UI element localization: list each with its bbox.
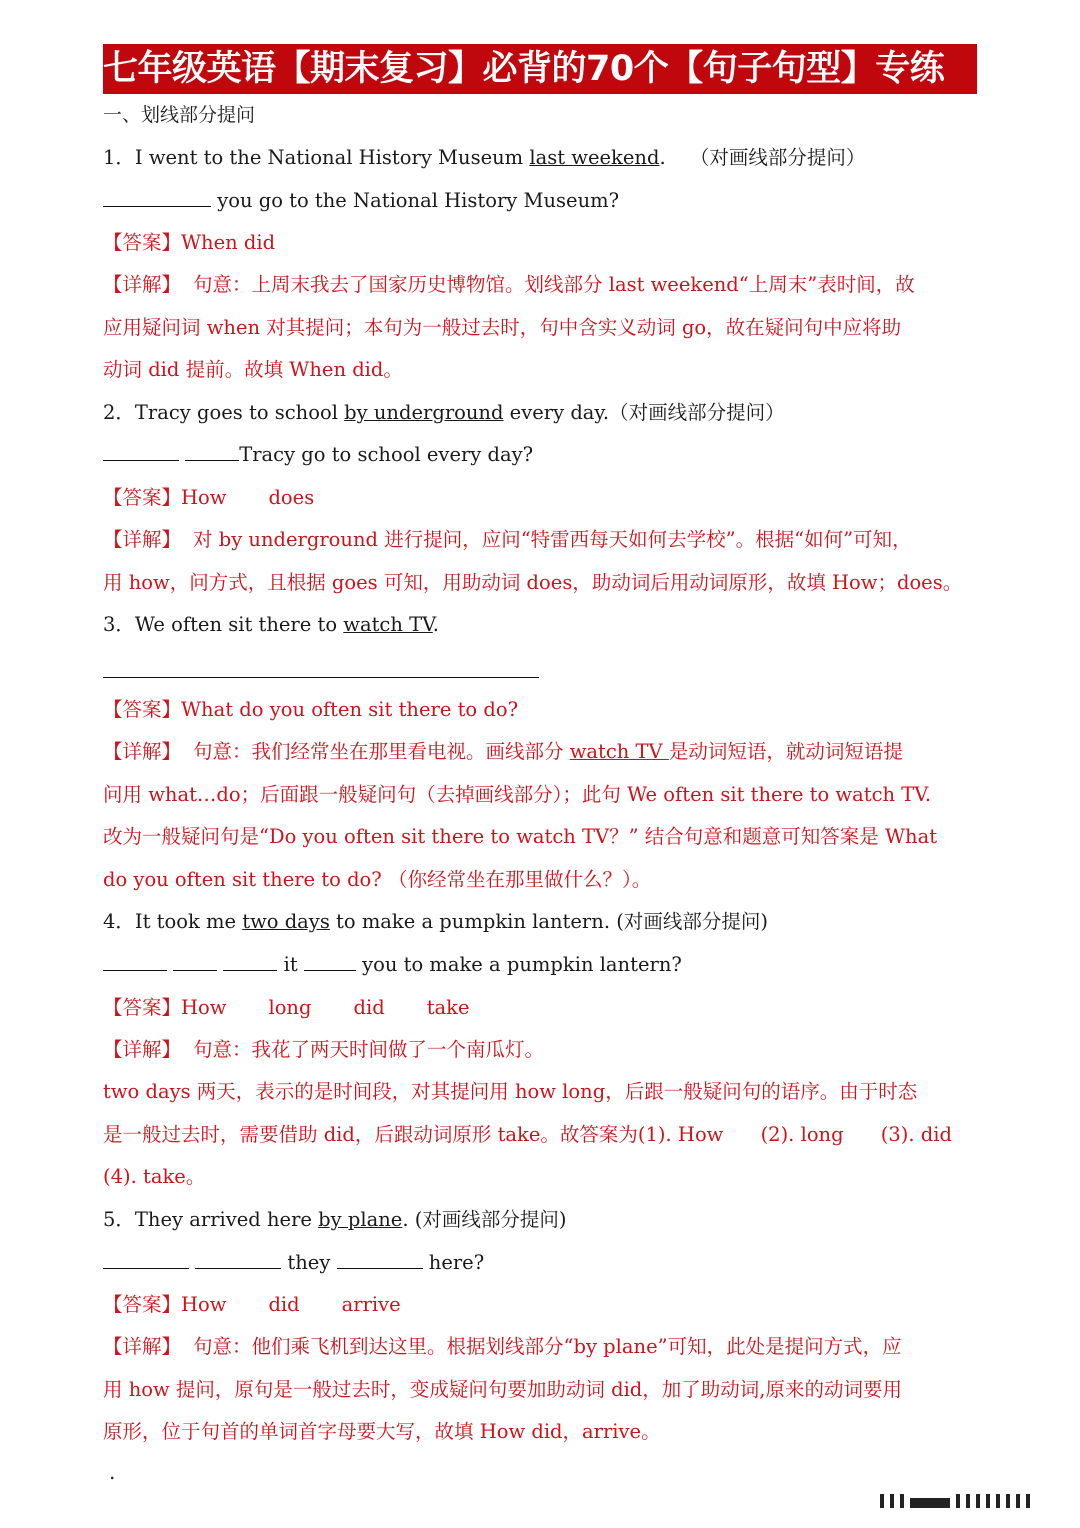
answer-blank <box>103 442 179 461</box>
detail-text: 动词 did 提前。故填 When did。 <box>103 358 403 381</box>
detail-text: 句意：我们经常坐在那里看电视。画线部分 <box>193 740 570 763</box>
instruction-note: (对画线部分提问) <box>616 910 768 933</box>
underlined-phrase: watch TV <box>569 740 669 763</box>
detail-text: 改为一般疑问句是“Do you often sit there to watch TV？” 结合句意和题意可知答案是 What <box>103 825 938 848</box>
blank-sentence: you go to the National History Museum? <box>211 189 620 212</box>
answer-text: long <box>268 996 312 1019</box>
detail-3-line-4 <box>103 859 978 901</box>
page-title: 七年级英语【期末复习】必背的70个【句子句型】专练 <box>103 49 945 89</box>
answer-blank <box>185 442 239 461</box>
answer-line <box>103 677 539 678</box>
answer-label: 【答案】 <box>103 231 182 254</box>
detail-label: 【详解】 <box>103 528 182 551</box>
answer-text: How <box>181 1293 227 1316</box>
detail-text: do you often sit there to do? （你经常坐在那里做什么？）。 <box>103 868 652 891</box>
detail-label: 【详解】 <box>103 1335 182 1358</box>
detail-3-line-2 <box>103 774 978 816</box>
question-number: 5． <box>103 1208 135 1231</box>
detail-text: 句意：他们乘飞机到达这里。根据划线部分“by plane”可知，此处是提问方式，应 <box>193 1335 902 1358</box>
detail-label: 【详解】 <box>103 1038 182 1061</box>
detail-3-line-1 <box>103 731 978 773</box>
detail-text: 对 by underground 进行提问，应问“特雷西每天如何去学校”。根据“如何”可知， <box>193 528 912 551</box>
detail-label: 【详解】 <box>103 740 182 763</box>
question-1-blank-line <box>103 180 978 222</box>
question-text: We often sit there to <box>134 613 344 636</box>
detail-text: 用 how，问方式，且根据 goes 可知，用助动词 does，助动词后用动词原形，故填 How；does。 <box>103 571 963 594</box>
question-text-end: every day. <box>503 401 610 424</box>
answer-blank <box>103 952 167 971</box>
answer-text: arrive <box>341 1293 401 1316</box>
detail-2-line-1 <box>103 519 978 561</box>
detail-text: 是动词短语，就动词短语提 <box>668 740 903 763</box>
answer-blank <box>103 188 211 207</box>
answer-blank <box>173 952 217 971</box>
question-5-blank-line <box>103 1242 978 1284</box>
question-number: 2． <box>103 401 135 424</box>
detail-5-line-2 <box>103 1369 978 1411</box>
answer-blank <box>195 1250 281 1269</box>
answer-text: take <box>426 996 470 1019</box>
watermark-bars-icon <box>880 1494 1030 1508</box>
detail-4-line-2 <box>103 1071 978 1113</box>
answer-blank <box>103 1250 189 1269</box>
answer-blank <box>337 1250 423 1269</box>
blank-sentence: they <box>281 1251 337 1274</box>
underlined-phrase: by underground <box>344 401 504 424</box>
underlined-phrase: watch TV <box>343 613 433 636</box>
answer-text: What do you often sit there to do? <box>181 698 519 721</box>
answer-blank <box>223 952 277 971</box>
answer-label: 【答案】 <box>103 486 182 509</box>
question-text-end: to make a pumpkin lantern. <box>329 910 617 933</box>
answer-blank <box>304 952 356 971</box>
answer-text: did <box>353 996 385 1019</box>
answer-2 <box>103 477 978 519</box>
question-text: I went to the National History Museum <box>134 146 530 169</box>
detail-text: 原形，位于句首的单词首字母要大写，故填 How did，arrive。 <box>103 1420 661 1443</box>
underlined-phrase: last weekend <box>529 146 660 169</box>
trailing-dot: . <box>109 1460 116 1484</box>
underlined-phrase: two days <box>242 910 330 933</box>
answer-text: does <box>268 486 315 509</box>
blank-sentence: it <box>277 953 304 976</box>
section-title: 一、划线部分提问 <box>103 104 256 126</box>
detail-text: 是一般过去时，需要借助 did，后跟动词原形 take。故答案为(1). How (2). long (3). did <box>103 1123 953 1146</box>
detail-3-line-3 <box>103 816 978 858</box>
question-text-end: . <box>659 146 666 169</box>
question-2-blank-line <box>103 434 978 476</box>
instruction-note: (对画线部分提问) <box>414 1208 567 1231</box>
question-number: 4． <box>103 910 135 933</box>
answer-5 <box>103 1284 978 1326</box>
question-text: They arrived here <box>134 1208 319 1231</box>
instruction-note: （对画线部分提问） <box>609 401 785 424</box>
blank-sentence: here? <box>422 1251 485 1274</box>
detail-4-line-3 <box>103 1114 978 1156</box>
question-text: Tracy goes to school <box>134 401 345 424</box>
answer-4 <box>103 987 978 1029</box>
question-number: 1． <box>103 146 135 169</box>
page-title-banner <box>103 44 977 94</box>
detail-text: two days 两天，表示的是时间段，对其提问用 how long，后跟一般疑问句的语序。由于时态 <box>103 1080 918 1103</box>
question-1 <box>103 137 978 179</box>
question-text-end: . <box>402 1208 415 1231</box>
underlined-phrase: by plane <box>318 1208 403 1231</box>
question-text-end: . <box>432 613 439 636</box>
question-4-blank-line <box>103 944 978 986</box>
question-number: 3． <box>103 613 135 636</box>
detail-1-line-2 <box>103 307 978 349</box>
question-text: It took me <box>134 910 243 933</box>
answer-text: When did <box>181 231 276 254</box>
detail-2-line-2 <box>103 562 978 604</box>
question-5 <box>103 1199 978 1241</box>
detail-1-line-3 <box>103 349 978 391</box>
answer-text: did <box>268 1293 300 1316</box>
detail-text: 应用疑问词 when 对其提问；本句为一般过去时，句中含实义动词 go，故在疑问句中应将助 <box>103 316 902 339</box>
answer-label: 【答案】 <box>103 698 182 721</box>
detail-text: 句意：我花了两天时间做了一个南瓜灯。 <box>193 1038 545 1061</box>
detail-1-line-1 <box>103 264 978 306</box>
answer-label: 【答案】 <box>103 996 182 1019</box>
answer-3 <box>103 689 978 731</box>
detail-text: 句意：上周末我去了国家历史博物馆。划线部分 last weekend“上周末”表时间，故 <box>193 273 915 296</box>
answer-1 <box>103 222 978 264</box>
question-4 <box>103 901 978 943</box>
blank-sentence: Tracy go to school every day? <box>239 443 534 466</box>
answer-text: How <box>181 486 227 509</box>
instruction-note: （对画线部分提问） <box>689 146 866 169</box>
detail-label: 【详解】 <box>103 273 182 296</box>
detail-5-line-1 <box>103 1326 978 1368</box>
detail-text: 问用 what…do；后面跟一般疑问句（去掉画线部分）；此句 We often sit there to watch TV. <box>103 783 932 806</box>
answer-text: How <box>181 996 227 1019</box>
question-3 <box>103 604 978 646</box>
detail-5-line-3 <box>103 1411 978 1453</box>
section-heading <box>103 94 978 136</box>
question-2 <box>103 392 978 434</box>
answer-label: 【答案】 <box>103 1293 182 1316</box>
detail-text: 用 how 提问，原句是一般过去时，变成疑问句要加助动词 did，加了助动词,原来的动词要用 <box>103 1378 902 1401</box>
detail-text: (4). take。 <box>103 1165 206 1188</box>
detail-4-line-1 <box>103 1029 978 1071</box>
blank-sentence: you to make a pumpkin lantern? <box>355 953 682 976</box>
detail-4-line-4 <box>103 1156 978 1198</box>
